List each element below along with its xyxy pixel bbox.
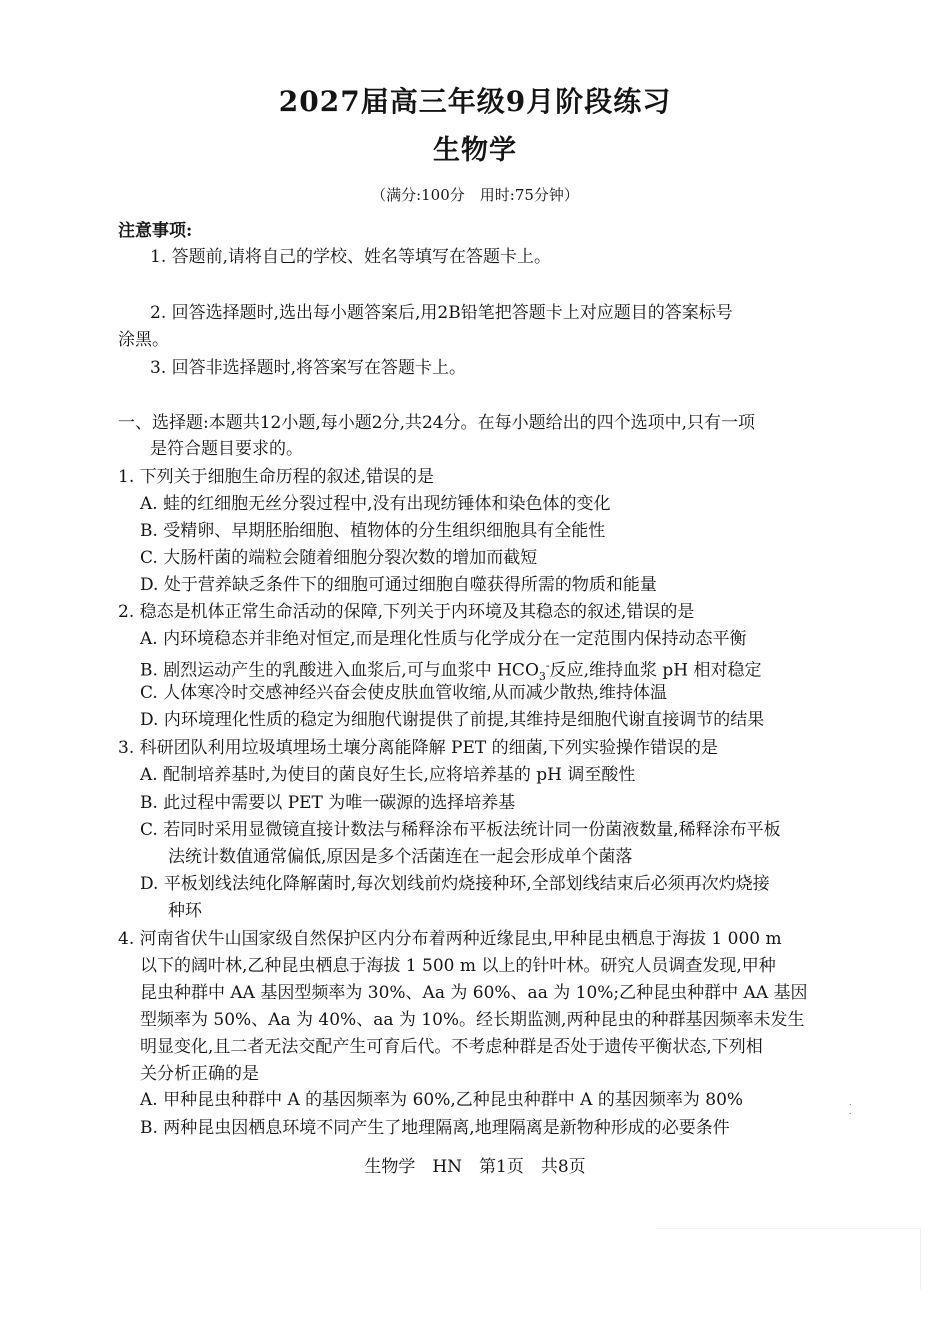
q2-option-c: C. 人体寒冷时交感神经兴奋会使皮肤血管收缩,从而减少散热,维持体温 — [140, 683, 668, 703]
q3-option-b: B. 此过程中需要以 PET 为唯一碳源的选择培养基 — [140, 793, 516, 813]
q4-stem-6: 关分析正确的是 — [140, 1064, 259, 1084]
exam-meta: （满分:100分 用时:75分钟） — [371, 186, 579, 204]
notice-item-1: 1. 答题前,请将自己的学校、姓名等填写在答题卡上。 — [150, 247, 552, 267]
q4-stem-4: 型频率为 50%、Aa 为 40%、aa 为 10%。经长期监测,两种昆虫的种群基因频率未发生 — [140, 1010, 805, 1030]
notice-item-2a: 2. 回答选择题时,选出每小题答案后,用2B铅笔把答题卡上对应题目的答案标号 — [150, 303, 733, 323]
notice-item-3: 3. 回答非选择题时,将答案写在答题卡上。 — [150, 358, 467, 378]
q4-option-a: A. 甲种昆虫种群中 A 的基因频率为 60%,乙种昆虫种群中 A 的基因频率为 80% — [140, 1090, 744, 1110]
exam-title: 2027届高三年级9月阶段练习 — [278, 85, 672, 118]
q1-option-c: C. 大肠杆菌的端粒会随着细胞分裂次数的增加而截短 — [140, 548, 538, 568]
q4-stem-1: 4. 河南省伏牛山国家级自然保护区内分布着两种近缘昆虫,甲种昆虫栖息于海拔 1 000 m — [118, 929, 782, 949]
q2-stem: 2. 稳态是机体正常生命活动的保障,下列关于内环境及其稳态的叙述,错误的是 — [118, 602, 695, 622]
q1-stem: 1. 下列关于细胞生命历程的叙述,错误的是 — [118, 467, 435, 487]
q2-option-b-sup: - — [545, 659, 550, 672]
q3-option-a: A. 配制培养基时,为使目的菌良好生长,应将培养基的 pH 调至酸性 — [140, 765, 636, 785]
section1-heading-b: 是符合题目要求的。 — [150, 439, 303, 459]
q2-option-b-pre: B. 剧烈运动产生的乳酸进入血浆后,可与血浆中 HCO — [140, 660, 539, 681]
scan-edge — [655, 1228, 921, 1289]
q4-stem-2: 以下的阔叶林,乙种昆虫栖息于海拔 1 500 m 以上的针叶林。研究人员调查发现,甲种 — [140, 956, 776, 976]
q3-option-d-a: D. 平板划线法纯化降解菌时,每次划线前灼烧接种环,全部划线结束后必须再次灼烧接 — [140, 874, 770, 894]
subject-title: 生物学 — [433, 135, 517, 166]
scan-speck: ˙ — [848, 1104, 853, 1114]
page-footer: 生物学 HN 第1页 共8页 — [364, 1157, 586, 1177]
q3-option-c-b: 法统计数值通常偏低,原因是多个活菌连在一起会形成单个菌落 — [168, 847, 633, 867]
section1-heading-a: 一、选择题:本题共12小题,每小题2分,共24分。在每小题给出的四个选项中,只有一项 — [118, 413, 756, 433]
q2-option-b-sub: 3 — [538, 670, 546, 684]
scan-speck: ˙ — [848, 1113, 853, 1123]
q2-option-b-post: 反应,维持血浆 pH 相对稳定 — [549, 660, 762, 681]
q3-option-d-b: 种环 — [168, 901, 202, 921]
q1-option-d: D. 处于营养缺乏条件下的细胞可通过细胞自噬获得所需的物质和能量 — [140, 575, 657, 595]
q4-stem-5: 明显变化,且二者无法交配产生可育后代。不考虑种群是否处于遗传平衡状态,下列相 — [140, 1037, 763, 1057]
q2-option-d: D. 内环境理化性质的稳定为细胞代谢提供了前提,其维持是细胞代谢直接调节的结果 — [140, 710, 765, 730]
q3-option-c-a: C. 若同时采用显微镜直接计数法与稀释涂布平板法统计同一份菌液数量,稀释涂布平板 — [140, 820, 781, 840]
q4-stem-3: 昆虫种群中 AA 基因型频率为 30%、Aa 为 60%、aa 为 10%;乙种昆虫种群中 AA 基因 — [140, 983, 808, 1003]
q1-option-b: B. 受精卵、早期胚胎细胞、植物体的分生组织细胞具有全能性 — [140, 521, 606, 541]
q1-option-a: A. 蛙的红细胞无丝分裂过程中,没有出现纺锤体和染色体的变化 — [140, 494, 611, 514]
q4-option-b: B. 两种昆虫因栖息环境不同产生了地理隔离,地理隔离是新物种形成的必要条件 — [140, 1118, 730, 1138]
notice-heading: 注意事项: — [118, 221, 193, 241]
notice-item-2b: 涂黑。 — [118, 330, 169, 350]
q3-stem: 3. 科研团队利用垃圾填埋场土壤分离能降解 PET 的细菌,下列实验操作错误的是 — [118, 738, 719, 758]
q2-option-a: A. 内环境稳态并非绝对恒定,而是理化性质与化学成分在一定范围内保持动态平衡 — [140, 629, 747, 649]
